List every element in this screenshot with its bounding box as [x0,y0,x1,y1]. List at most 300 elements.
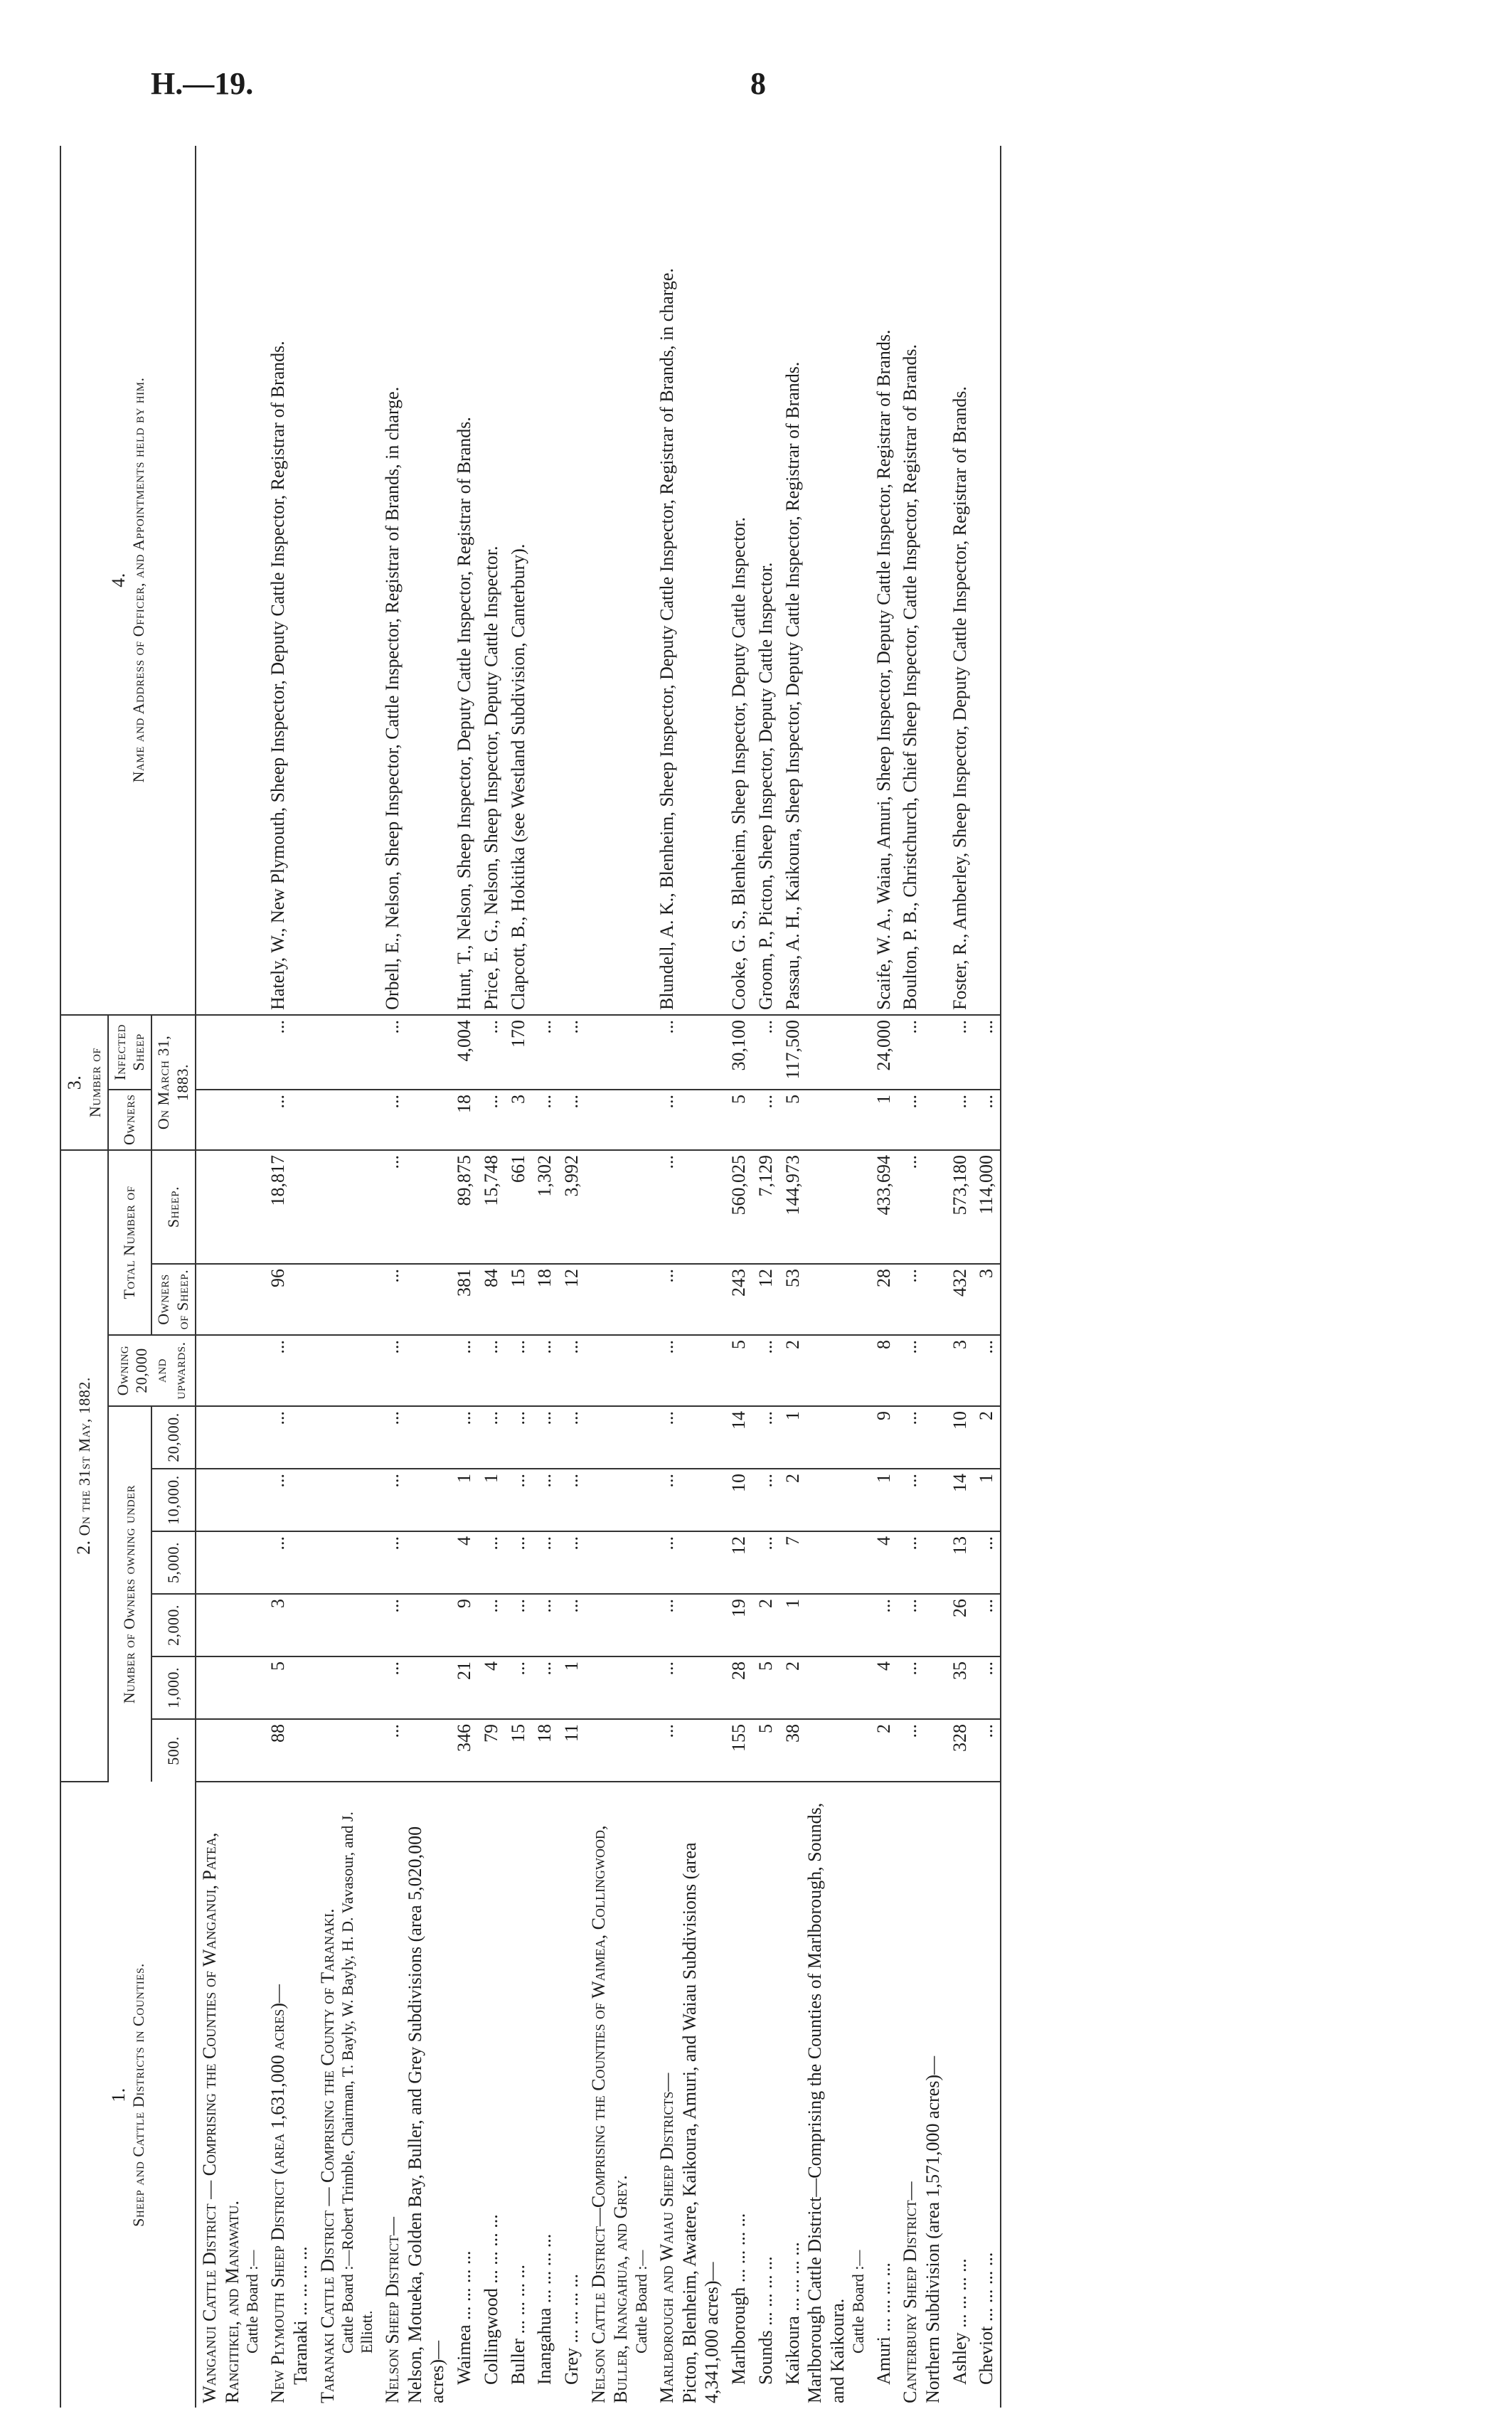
value-inf_owners: 5 [779,1090,871,1150]
value-b2000 [196,1594,265,1656]
value-b1000: ... [897,1656,946,1719]
value-b20000up [196,1335,265,1406]
value-b2000: ... [871,1594,898,1656]
bracket-5000-header: 5,000. [151,1531,196,1594]
col3-number: 3. [64,1075,85,1090]
document-code: H.—19. [151,66,254,101]
value-b1000: ... [505,1656,532,1719]
value-b2000: ... [897,1594,946,1656]
table-row [379,146,451,2408]
value-inf_owners: 1 [871,1090,898,1150]
on-march-header: On March 31, 1883. [151,1015,196,1150]
officer-cell [947,146,974,1015]
district-line: Kaikoura ... ... ... ... [782,2242,803,2385]
officer-cell [871,146,898,1015]
officer-cell [558,146,585,1015]
value-owners: 53 [779,1264,871,1335]
value-b2000: 26 [947,1594,974,1656]
value-owners [196,1264,265,1335]
value-b20000up: 5 [725,1335,752,1406]
value-b5000: 12 [725,1531,752,1594]
value-b1000: 28 [725,1656,752,1719]
value-b20000up: 3 [947,1335,974,1406]
value-b1000 [314,1656,379,1719]
value-b20000up: ... [558,1335,585,1406]
value-b20000up: ... [379,1335,451,1406]
value-b2000: 9 [451,1594,478,1656]
value-b10000: 1 [871,1469,898,1531]
officer-entry: Cooke, G. S., Blenheim, Sheep Inspector, Deputy Cattle Inspector. [728,517,750,1010]
value-b20000: ... [379,1406,451,1469]
value-owners: 432 [947,1264,974,1335]
value-b20000: ... [531,1406,558,1469]
value-b10000: ... [654,1469,725,1531]
district-line: New Plymouth Sheep District (area 1,631,000 acres)— [267,1984,289,2403]
value-inf_sheep: 24,000 [871,1015,898,1090]
value-b5000: 13 [947,1531,974,1594]
value-b500: 18 [531,1719,558,1782]
value-sheep: 18,817 [265,1150,314,1264]
value-inf_owners [196,1090,265,1150]
value-sheep: 573,180 [947,1150,974,1264]
value-owners: 15 [505,1264,532,1335]
value-b1000: 4 [871,1656,898,1719]
value-b5000: ... [654,1531,725,1594]
col4-number: 4. [107,573,129,587]
district-line: Marlborough Cattle District—Comprising the Counties of Marlborough, Sounds, and Kaikoura. [804,1802,848,2403]
value-b5000 [196,1531,265,1594]
value-b20000 [196,1406,265,1469]
value-b20000up: 2 [779,1335,871,1406]
value-b20000: 14 [725,1406,752,1469]
table-row [973,146,1001,2408]
value-sheep: 3,992 [558,1150,585,1264]
table-body [196,146,1001,2408]
district-line: Sounds ... ... ... ... [755,2256,776,2385]
district-cell [478,1782,505,2408]
bracket-500-header: 500. [151,1719,196,1782]
value-inf_sheep: ... [478,1015,505,1090]
district-line: Collingwood ... ... ... ... [480,2214,501,2385]
value-b5000: ... [973,1531,1001,1594]
officer-cell [752,146,779,1015]
value-b500: 346 [451,1719,478,1782]
district-line: Nelson Cattle District—Comprising the Counties of Waimea, Collingwood, Buller, Inangahua, and Grey. [587,1825,632,2403]
value-b20000: 1 [779,1406,871,1469]
district-cell [947,1782,974,2408]
value-b20000: 2 [973,1406,1001,1469]
district-line: Nelson Sheep District— [381,2216,403,2403]
value-b500: ... [654,1719,725,1782]
district-cell [505,1782,532,2408]
bracket-1000-header: 1,000. [151,1656,196,1719]
table-row [654,146,725,2408]
value-b2000: ... [379,1594,451,1656]
officer-entry: Groom, P., Picton, Sheep Inspector, Deputy Cattle Inspector. [755,562,776,1010]
officer-cell [196,146,265,1015]
value-inf_sheep: 170 [505,1015,532,1090]
district-line: Grey ... ... ... ... [560,2274,582,2385]
value-b20000 [585,1406,654,1469]
value-inf_sheep: ... [897,1015,946,1090]
value-owners: ... [897,1264,946,1335]
district-line: Taranaki Cattle District — Comprising the County of Taranaki. [316,1908,338,2403]
value-b20000: ... [752,1406,779,1469]
district-cell [654,1782,725,2408]
district-line: Amuri ... ... ... ... [873,2262,894,2385]
value-b2000: ... [505,1594,532,1656]
officer-entry: Passau, A. H., Kaikoura, Sheep Inspector, Deputy Cattle Inspector, Registrar of Brands. [782,361,803,1010]
value-sheep: 1,302 [531,1150,558,1264]
value-b20000up: ... [897,1335,946,1406]
district-cell [265,1782,314,2408]
value-owners: 381 [451,1264,478,1335]
value-inf_sheep [314,1015,379,1090]
value-inf_owners [314,1090,379,1150]
officer-cell [654,146,725,1015]
value-inf_sheep: ... [379,1015,451,1090]
value-inf_owners: ... [947,1090,974,1150]
value-b500: 15 [505,1719,532,1782]
officer-entry: Scaife, W. A., Waiau, Amuri, Sheep Inspector, Deputy Cattle Inspector, Registrar of Brands. [873,329,894,1010]
officer-cell [265,146,314,1015]
value-sheep: ... [379,1150,451,1264]
value-inf_sheep: 30,100 [725,1015,752,1090]
value-sheep: 114,000 [973,1150,1001,1264]
district-cell [973,1782,1001,2408]
district-line: Waimea ... ... ... ... [454,2250,475,2385]
value-b2000 [585,1594,654,1656]
col2-header [60,1150,108,1782]
officer-cell [478,146,505,1015]
value-b10000: ... [531,1469,558,1531]
value-b20000: 10 [947,1406,974,1469]
table-row [871,146,898,2408]
value-b5000: 4 [451,1531,478,1594]
value-b5000: ... [478,1531,505,1594]
value-b5000: ... [505,1531,532,1594]
total-number-header: Total Number of [108,1150,152,1335]
officer-entry: Foster, R., Amberley, Sheep Inspector, Deputy Cattle Inspector, Registrar of Brands. [949,386,970,1010]
value-owners: 243 [725,1264,752,1335]
table-row [505,146,532,2408]
value-sheep: 433,694 [871,1150,898,1264]
value-inf_owners: ... [531,1090,558,1150]
value-b5000: ... [265,1531,314,1594]
value-b1000: ... [379,1656,451,1719]
value-b1000: 1 [558,1656,585,1719]
value-b1000: ... [973,1656,1001,1719]
table-row [265,146,314,2408]
infected-sheep-header: Infected Sheep [108,1015,152,1090]
page-number: 8 [750,66,766,101]
col4-title: Name and Address of Officer, and Appointments held by him. [129,377,148,783]
value-b10000: ... [752,1469,779,1531]
col3-header [60,1015,108,1150]
district-cell [558,1782,585,2408]
value-owners [314,1264,379,1335]
value-sheep: 7,129 [752,1150,779,1264]
district-line: Cattle Board :— [632,2250,651,2353]
district-line: Cattle Board :— [243,2250,262,2353]
value-inf_sheep: ... [531,1015,558,1090]
district-line: Marlborough and Waiau Sheep Districts— [656,2073,677,2403]
district-cell [725,1782,752,2408]
bracket-20000-header: 20,000. [151,1406,196,1469]
district-cell [379,1782,451,2408]
value-inf_owners: ... [478,1090,505,1150]
value-b20000: ... [654,1406,725,1469]
value-b20000up: ... [505,1335,532,1406]
value-owners: 12 [752,1264,779,1335]
value-inf_sheep: 117,500 [779,1015,871,1090]
district-line: Cattle Board :—Robert Trimble, Chairman, T. Bayly, W. Bayly, H. D. Vavasour, and J. Elliott. [339,1812,376,2353]
value-b10000: ... [897,1469,946,1531]
value-inf_sheep [585,1015,654,1090]
value-b20000: ... [558,1406,585,1469]
value-b2000: ... [973,1594,1001,1656]
value-inf_owners: ... [973,1090,1001,1150]
bracket-10000-header: 10,000. [151,1469,196,1531]
value-inf_owners: ... [265,1090,314,1150]
value-b20000up [314,1335,379,1406]
value-b5000: 4 [871,1531,898,1594]
district-line: Northern Subdivision (area 1,571,000 acres)— [922,2055,943,2403]
district-cell [897,1782,946,2408]
value-owners: ... [379,1264,451,1335]
officer-entry: Hunt, T., Nelson, Sheep Inspector, Deputy Cattle Inspector, Registrar of Brands. [454,417,475,1010]
owners-header: Owners [108,1090,152,1150]
value-b1000: 21 [451,1656,478,1719]
value-b1000: 35 [947,1656,974,1719]
value-b20000: ... [897,1406,946,1469]
value-owners: 84 [478,1264,505,1335]
value-b5000 [314,1531,379,1594]
value-b1000: 2 [779,1656,871,1719]
officer-cell [531,146,558,1015]
value-inf_owners: ... [558,1090,585,1150]
value-b500: 328 [947,1719,974,1782]
value-b2000: ... [531,1594,558,1656]
value-b500: 2 [871,1719,898,1782]
value-owners: 18 [531,1264,558,1335]
officer-cell [897,146,946,1015]
district-line: Nelson, Motueka, Golden Bay, Buller, and Grey Subdivisions (area 5,020,000 acres)— [404,1826,448,2403]
district-line: Picton, Blenheim, Awatere, Kaikoura, Amuri, and Waiau Subdivisions (area 4,341,000 acres)— [678,1842,723,2403]
value-owners: 12 [558,1264,585,1335]
value-b10000: ... [265,1469,314,1531]
value-owners: 3 [973,1264,1001,1335]
district-line: Ashley ... ... ... ... [949,2258,970,2385]
value-b20000: 9 [871,1406,898,1469]
value-b20000up: ... [531,1335,558,1406]
district-cell [196,1782,265,2408]
sheep-districts-table [60,146,1001,2408]
value-b2000: 3 [265,1594,314,1656]
district-line: Cheviot ... ... ... ... [976,2252,997,2385]
value-sheep: ... [897,1150,946,1264]
value-b10000 [585,1469,654,1531]
value-b20000 [314,1406,379,1469]
value-b10000: 2 [779,1469,871,1531]
table-row [558,146,585,2408]
value-b1000: ... [654,1656,725,1719]
value-b5000: ... [531,1531,558,1594]
value-b500 [585,1719,654,1782]
value-b500: 155 [725,1719,752,1782]
value-b10000: ... [379,1469,451,1531]
value-b500: 88 [265,1719,314,1782]
value-b10000: 1 [973,1469,1001,1531]
table-row [451,146,478,2408]
officer-entry: Boulton, P. B., Christchurch, Chief Sheep Inspector, Cattle Inspector, Registrar of Brands. [900,344,921,1010]
value-b10000: 10 [725,1469,752,1531]
value-b1000 [196,1656,265,1719]
value-b20000: ... [265,1406,314,1469]
col1-number: 1. [107,2087,129,2102]
value-b20000up [585,1335,654,1406]
value-b1000: 4 [478,1656,505,1719]
officer-cell [725,146,752,1015]
value-inf_sheep: ... [973,1015,1001,1090]
value-b5000: ... [558,1531,585,1594]
officer-entry: Price, E. G., Nelson, Sheep Inspector, Deputy Cattle Inspector. [480,546,501,1010]
value-b500 [196,1719,265,1782]
value-sheep [196,1150,265,1264]
table-row [314,146,379,2408]
value-inf_owners: ... [654,1090,725,1150]
value-b20000: ... [451,1406,478,1469]
table-row [897,146,946,2408]
value-b1000: ... [531,1656,558,1719]
value-b2000: ... [558,1594,585,1656]
value-b20000: ... [478,1406,505,1469]
value-b10000: 1 [478,1469,505,1531]
officer-entry: Hately, W., New Plymouth, Sheep Inspector, Deputy Cattle Inspector, Registrar of Brands. [267,341,289,1010]
value-b10000: 1 [451,1469,478,1531]
district-line: Buller ... ... ... ... [507,2265,528,2385]
value-b500: ... [897,1719,946,1782]
value-b500 [314,1719,379,1782]
table-row [478,146,505,2408]
value-b500: ... [379,1719,451,1782]
table-row [779,146,871,2408]
value-b20000up: 8 [871,1335,898,1406]
value-sheep [585,1150,654,1264]
col3-title: Number of [85,1047,104,1118]
officer-cell [779,146,871,1015]
district-cell [871,1782,898,2408]
district-cell [451,1782,478,2408]
officer-cell [505,146,532,1015]
value-b500: 38 [779,1719,871,1782]
value-b20000up: ... [478,1335,505,1406]
value-b5000 [585,1531,654,1594]
rotated-table-sheet [60,146,1411,2408]
owners-of-sheep-header: Owners of Sheep. [151,1264,196,1335]
value-inf_sheep: ... [654,1015,725,1090]
value-b20000up: ... [973,1335,1001,1406]
table-row [585,146,654,2408]
value-b10000: 14 [947,1469,974,1531]
value-inf_owners: 3 [505,1090,532,1150]
value-owners: 96 [265,1264,314,1335]
col4-header [60,146,196,1015]
value-sheep [314,1150,379,1264]
value-b5000: ... [897,1531,946,1594]
value-b10000 [196,1469,265,1531]
district-cell [779,1782,871,2408]
value-b2000: ... [478,1594,505,1656]
value-sheep: 15,748 [478,1150,505,1264]
officer-entry: Blundell, A. K., Blenheim, Sheep Inspector, Deputy Cattle Inspector, Registrar of Brands, in charge. [656,267,677,1010]
value-b500: 79 [478,1719,505,1782]
value-b10000 [314,1469,379,1531]
value-b500: 11 [558,1719,585,1782]
value-b500: 5 [752,1719,779,1782]
district-line: Taranaki ... ... ... ... [289,2246,311,2385]
district-cell [585,1782,654,2408]
value-owners: ... [654,1264,725,1335]
value-owners [585,1264,654,1335]
value-inf_owners: 18 [451,1090,478,1150]
value-b2000: 19 [725,1594,752,1656]
value-b2000: ... [654,1594,725,1656]
officer-cell [379,146,451,1015]
value-sheep: ... [654,1150,725,1264]
value-b5000: 7 [779,1531,871,1594]
value-inf_owners: ... [379,1090,451,1150]
district-line: Marlborough ... ... ... ... [728,2213,750,2385]
value-b1000: 5 [265,1656,314,1719]
value-b20000up: ... [265,1335,314,1406]
bracket-2000-header: 2,000. [151,1594,196,1656]
col1-title: Sheep and Cattle Districts in Counties. [129,1963,148,2227]
district-cell [314,1782,379,2408]
value-b5000: ... [752,1531,779,1594]
value-b10000: ... [558,1469,585,1531]
value-inf_owners: 5 [725,1090,752,1150]
officer-cell [314,146,379,1015]
owning-20000-header: Owning 20,000 and upwards. [108,1335,196,1406]
district-cell [752,1782,779,2408]
district-line: Inangahua ... ... ... ... [534,2233,555,2385]
table-row [196,146,265,2408]
value-b20000up: ... [752,1335,779,1406]
table-row [725,146,752,2408]
value-b500: ... [973,1719,1001,1782]
officer-entry: Orbell, E., Nelson, Sheep Inspector, Cattle Inspector, Registrar of Brands, in charge. [381,386,403,1010]
value-b20000: ... [505,1406,532,1469]
value-b5000: ... [379,1531,451,1594]
district-line: Canterbury Sheep District— [900,2181,921,2403]
value-inf_owners: ... [897,1090,946,1150]
district-line: Cattle Board :— [848,2250,867,2353]
value-inf_sheep: 4,004 [451,1015,478,1090]
value-b1000: 5 [752,1656,779,1719]
col2-number: 2. [73,1540,95,1555]
value-inf_sheep: ... [947,1015,974,1090]
value-b20000up: ... [451,1335,478,1406]
value-sheep: 144,973 [779,1150,871,1264]
value-inf_owners [585,1090,654,1150]
value-inf_sheep: ... [265,1015,314,1090]
value-b2000: 1 [779,1594,871,1656]
officer-cell [973,146,1001,1015]
value-inf_sheep [196,1015,265,1090]
col1-header [60,1782,196,2408]
table-row [752,146,779,2408]
